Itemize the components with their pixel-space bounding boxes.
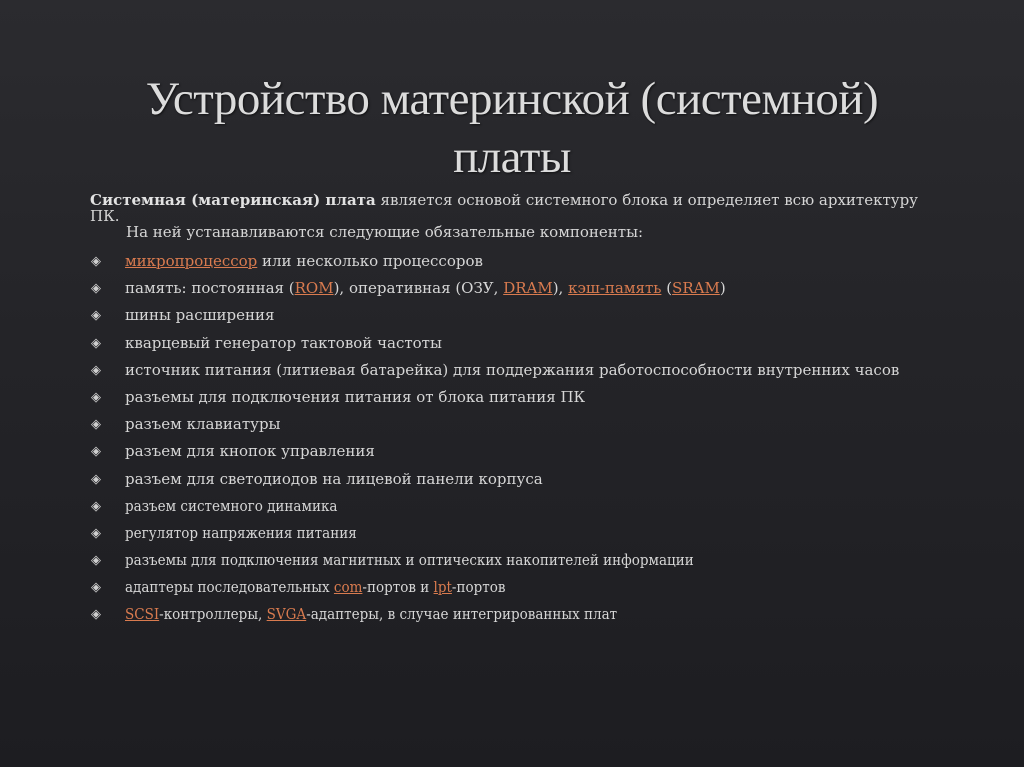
text-fragment: -портов и — [362, 578, 434, 597]
list-item — [90, 493, 950, 520]
list-item — [90, 411, 950, 438]
term-link[interactable]: микропроцессор — [125, 252, 258, 270]
list-item — [90, 275, 950, 302]
list-item-text — [125, 415, 280, 433]
diamond-bullet-icon: ◈ — [91, 525, 101, 541]
list-item — [90, 601, 950, 628]
list-item-text — [125, 442, 375, 460]
text-fragment: кварцевый генератор тактовой частоты — [125, 333, 442, 352]
list-item-text — [125, 388, 585, 406]
diamond-bullet-icon: ◈ — [91, 281, 101, 297]
list-item-text — [125, 252, 483, 270]
text-fragment: источник питания (литиевая батарейка) для поддержания работоспособности внутренних часов — [125, 360, 900, 379]
term-link[interactable]: ROM — [294, 279, 334, 298]
text-fragment: -адаптеры, в случае интегрированных плат — [306, 605, 618, 624]
list-item-text — [125, 601, 617, 628]
term-link[interactable]: lpt — [433, 578, 452, 597]
slide-title — [0, 70, 1024, 186]
term-link[interactable]: SRAM — [672, 279, 720, 298]
list-item-text — [125, 470, 543, 488]
list-item — [90, 302, 950, 329]
list-item — [90, 574, 950, 601]
intro-paragraph — [90, 192, 950, 240]
intro-text-line2: На ней устанавливаются следующие обязательные компоненты: — [126, 223, 644, 241]
text-fragment: разъем клавиатуры — [125, 415, 281, 434]
list-item — [90, 547, 950, 574]
list-item-text — [125, 334, 442, 352]
text-fragment: ) — [719, 279, 726, 298]
intro-bold-term: Системная (материнская) плата — [90, 191, 376, 209]
text-fragment: разъем для кнопок управления — [125, 442, 375, 461]
list-item — [90, 438, 950, 465]
diamond-bullet-icon: ◈ — [91, 553, 101, 569]
list-item — [90, 248, 950, 275]
text-fragment: разъемы для подключения питания от блока питания ПК — [125, 387, 586, 406]
diamond-bullet-icon: ◈ — [91, 335, 101, 351]
list-item — [90, 330, 950, 357]
diamond-bullet-icon: ◈ — [91, 254, 101, 269]
text-fragment: регулятор напряжения питания — [125, 523, 357, 542]
slide-body — [90, 192, 950, 629]
text-fragment: или несколько процессоров — [257, 252, 483, 270]
diamond-bullet-icon: ◈ — [91, 308, 101, 324]
term-link[interactable]: SVGA — [266, 605, 307, 624]
diamond-bullet-icon: ◈ — [91, 417, 101, 433]
text-fragment: разъемы для подключения магнитных и оптических накопителей информации — [125, 551, 694, 570]
diamond-bullet-icon: ◈ — [91, 471, 101, 487]
term-link[interactable]: SCSI — [125, 605, 160, 624]
list-item — [90, 520, 950, 547]
text-fragment: разъем системного динамика — [125, 496, 338, 515]
list-item-text — [125, 361, 899, 379]
term-link[interactable]: кэш-память — [568, 279, 662, 298]
text-fragment: ), — [552, 279, 569, 298]
text-fragment: ( — [661, 279, 673, 298]
title-line-1: Устройство материнской (системной) — [145, 73, 879, 125]
diamond-bullet-icon: ◈ — [91, 607, 101, 623]
text-fragment: ), оперативная (ОЗУ, — [333, 279, 504, 298]
list-item-text — [125, 574, 505, 601]
components-list — [90, 248, 950, 629]
intro-text: является основой системного блока и определяет всю архитектуру ПК. — [90, 191, 918, 225]
list-item-text — [125, 520, 357, 547]
text-fragment: разъем для светодиодов на лицевой панели корпуса — [125, 469, 543, 488]
list-item — [90, 384, 950, 411]
list-item-text — [125, 547, 694, 574]
term-link[interactable]: com — [333, 578, 363, 597]
list-item — [90, 466, 950, 493]
text-fragment: шины расширения — [125, 306, 275, 325]
diamond-bullet-icon: ◈ — [91, 498, 101, 514]
text-fragment: память: постоянная ( — [125, 279, 295, 298]
list-item — [90, 357, 950, 384]
term-link[interactable]: DRAM — [503, 279, 553, 298]
text-fragment: -контроллеры, — [159, 605, 267, 624]
diamond-bullet-icon: ◈ — [91, 444, 101, 460]
list-item-text — [125, 306, 274, 324]
title-line-2: платы — [453, 131, 571, 183]
diamond-bullet-icon: ◈ — [91, 362, 101, 378]
list-item-text — [125, 493, 337, 520]
text-fragment: адаптеры последовательных — [125, 578, 334, 597]
text-fragment: -портов — [451, 578, 506, 597]
list-item-text — [125, 279, 726, 297]
diamond-bullet-icon: ◈ — [91, 580, 101, 596]
diamond-bullet-icon: ◈ — [91, 389, 101, 405]
